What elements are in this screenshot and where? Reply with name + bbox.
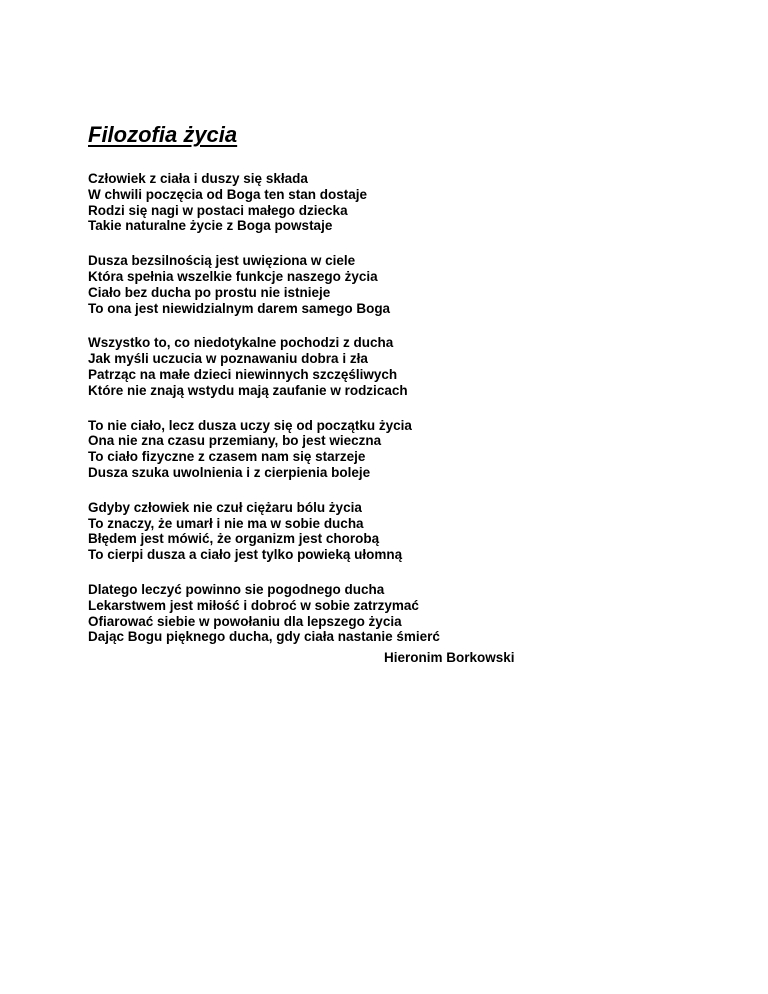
poem-body (88, 171, 708, 664)
poem-line: Wszystko to, co niedotykalne pochodzi z ducha (88, 335, 394, 351)
poem-author: Hieronim Borkowski (384, 650, 515, 665)
poem-line: Lekarstwem jest miłość i dobroć w sobie zatrzymać (88, 597, 419, 613)
poem-line: W chwili poczęcia od Boga ten stan dostaje (88, 186, 368, 202)
poem-line: Takie naturalne życie z Boga powstaje (88, 218, 333, 234)
poem-line: Ciało bez ducha po prostu nie istnieje (88, 284, 331, 300)
poem-line: Jak myśli uczucia w poznawaniu dobra i zła (88, 351, 368, 367)
stanza-1 (88, 171, 708, 234)
poem-line: Które nie znają wstydu mają zaufanie w rodzicach (88, 382, 408, 398)
poem-line: Dusza bezsilnością jest uwięziona w ciele (88, 253, 356, 269)
poem-line: Błędem jest mówić, że organizm jest chorobą (88, 531, 380, 547)
poem-line: To ciało fizyczne z czasem nam się starzeje (88, 449, 366, 465)
document-page (88, 0, 708, 994)
poem-line: Patrząc na małe dzieci niewinnych szczęśliwych (88, 366, 398, 382)
poem-line: To ona jest niewidzialnym darem samego Boga (88, 300, 391, 316)
poem-line: Dając Bogu pięknego ducha, gdy ciała nastanie śmierć (88, 629, 440, 645)
poem-line: Gdyby człowiek nie czuł ciężaru bólu życia (88, 499, 362, 515)
stanza-6 (88, 582, 708, 645)
poem-line: Ona nie zna czasu przemiany, bo jest wieczna (88, 433, 382, 449)
stanza-4 (88, 418, 708, 481)
poem-line: To nie ciało, lecz dusza uczy się od początku życia (88, 417, 412, 433)
poem-line: Dlatego leczyć powinno sie pogodnego ducha (88, 581, 385, 597)
poem-line: Rodzi się nagi w postaci małego dziecka (88, 202, 348, 218)
poem-line: To znaczy, że umarł i nie ma w sobie ducha (88, 515, 364, 531)
poem-title: Filozofia życia (88, 122, 238, 147)
poem-line: Dusza szuka uwolnienia i z cierpienia boleje (88, 464, 371, 480)
poem-line: Człowiek z ciała i duszy się składa (88, 171, 308, 186)
stanza-2 (88, 253, 708, 316)
poem-line: To cierpi dusza a ciało jest tylko powieką ułomną (88, 547, 403, 563)
stanza-3 (88, 335, 708, 398)
poem-line: Która spełnia wszelkie funkcje naszego życia (88, 268, 378, 284)
poem-line: Ofiarować siebie w powołaniu dla lepszego życia (88, 613, 402, 629)
stanza-5 (88, 500, 708, 563)
